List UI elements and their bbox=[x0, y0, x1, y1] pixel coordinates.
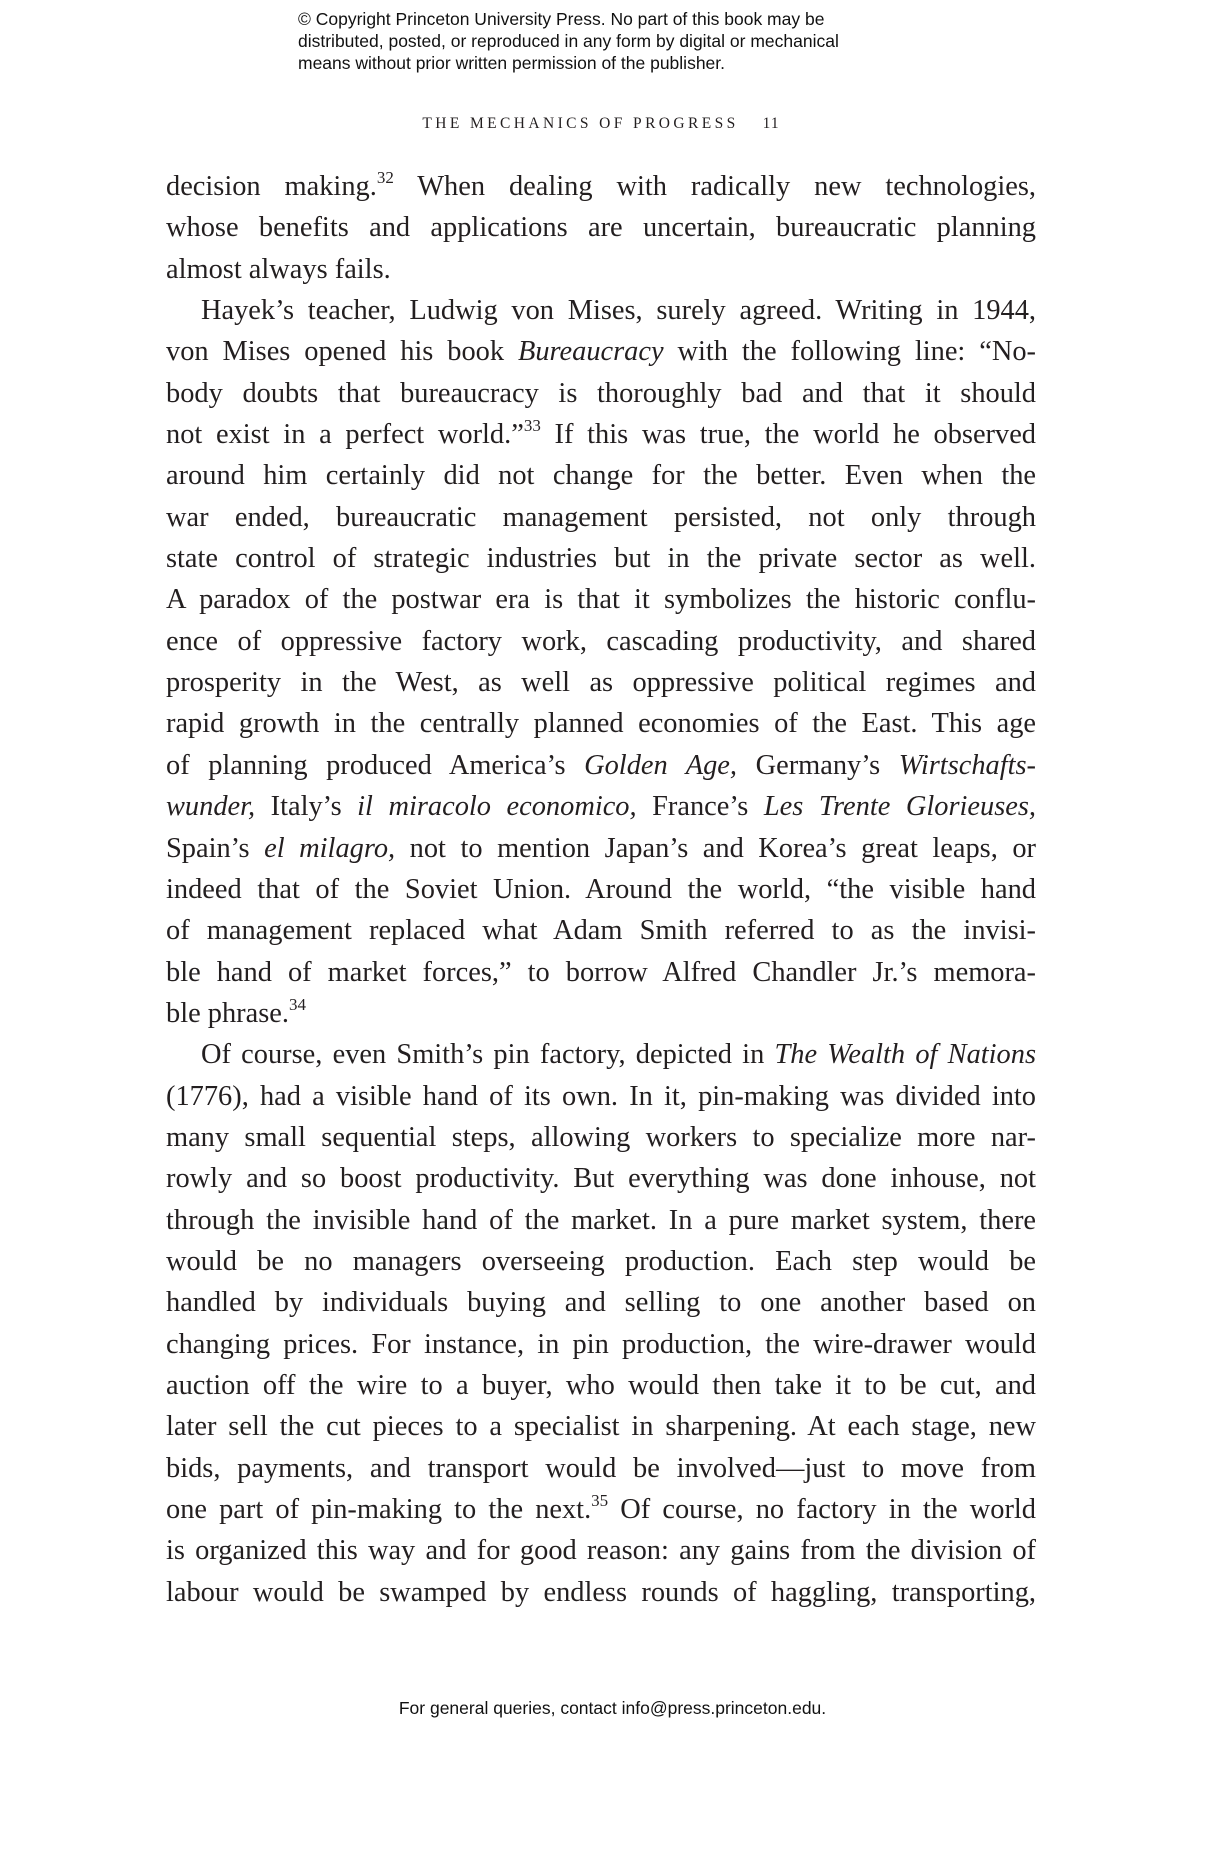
text-line: whose benefits and applications are uncertain, bureaucratic planning bbox=[166, 212, 1036, 244]
page-number: 11 bbox=[762, 115, 780, 132]
text-line: would be no managers overseeing production. Each step would be bbox=[166, 1245, 1036, 1277]
text-line: Hayek’s teacher, Ludwig von Mises, surely agreed. Writing in 1944, bbox=[201, 295, 1036, 327]
text-line: state control of strategic industries but in the private sector as well. bbox=[166, 543, 1036, 575]
text-line: decision making.$^{32}$ When dealing with radically new technologies, bbox=[166, 168, 1036, 202]
footer-contact: For general queries, contact info@press.princeton.edu. bbox=[398, 1698, 827, 1718]
copyright-notice bbox=[298, 8, 938, 74]
text-line: not exist in a perfect world.”$^{33}$ If this was true, the world he observed bbox=[166, 416, 1036, 451]
footnote-ref: 33 bbox=[523, 416, 541, 436]
text-line: Spain’s el milagro, not to mention Japan’s and Korea’s great leaps, or bbox=[166, 832, 1037, 864]
copyright-line: © Copyright Princeton University Press. No part of this book may be bbox=[298, 9, 825, 29]
text-line: of management replaced what Adam Smith referred to as the invisi- bbox=[166, 915, 1036, 947]
footnote-ref: 34 bbox=[288, 994, 306, 1014]
text-line: changing prices. For instance, in pin production, the wire-drawer would bbox=[166, 1328, 1036, 1360]
text-line: ble hand of market forces,” to borrow Alfred Chandler Jr.’s memora- bbox=[166, 956, 1036, 988]
text-line: rapid growth in the centrally planned economies of the East. This age bbox=[166, 708, 1036, 740]
text-line: later sell the cut pieces to a specialist in sharpening. At each stage, new bbox=[166, 1411, 1036, 1443]
text-line: Of course, even Smith’s pin factory, depicted in The Wealth of Nations bbox=[201, 1039, 1036, 1071]
text-line: war ended, bureaucratic management persisted, not only through bbox=[166, 501, 1036, 533]
text-line: many small sequential steps, allowing workers to specialize more nar- bbox=[166, 1121, 1036, 1153]
text-line: von Mises opened his book Bureaucracy with the following line: “No- bbox=[166, 336, 1036, 368]
text-line: ble phrase.$^{34}$ bbox=[166, 994, 306, 1029]
copyright-line: means without prior written permission of the publisher. bbox=[298, 53, 726, 73]
text-line: prosperity in the West, as well as oppressive political regimes and bbox=[166, 667, 1036, 699]
text-line: ence of oppressive factory work, cascading productivity, and shared bbox=[166, 625, 1036, 657]
text-line: labour would be swamped by endless rounds of haggling, transporting, bbox=[166, 1576, 1036, 1608]
text-line: wunder, Italy’s il miracolo economico, France’s Les Trente Glorieuses, bbox=[166, 791, 1036, 823]
text-line: almost always fails. bbox=[166, 253, 391, 285]
text-line: (1776), had a visible hand of its own. In it, pin-making was divided into bbox=[166, 1080, 1036, 1112]
text-line: A paradox of the postwar era is that it symbolizes the historic conflu- bbox=[166, 584, 1036, 616]
footnote-ref: 35 bbox=[591, 1491, 609, 1510]
text-line: rowly and so boost productivity. But everything was done inhouse, not bbox=[166, 1163, 1036, 1195]
text-line: bids, payments, and transport would be involved—just to move from bbox=[166, 1452, 1036, 1484]
text-line: auction off the wire to a buyer, who would then take it to be cut, and bbox=[166, 1369, 1036, 1401]
text-line: one part of pin-making to the next.$^{35}$ Of course, no factory in the world bbox=[166, 1491, 1036, 1525]
footnote-ref: 32 bbox=[376, 168, 394, 187]
text-line: body doubts that bureaucracy is thoroughly bad and that it should bbox=[166, 377, 1036, 409]
copyright-line: distributed, posted, or reproduced in any form by digital or mechanical bbox=[298, 31, 839, 51]
running-head-title: THE MECHANICS OF PROGRESS bbox=[422, 115, 739, 132]
running-head bbox=[166, 115, 1036, 133]
text-line: of planning produced America’s Golden Age, Germany’s Wirtschafts- bbox=[166, 749, 1037, 781]
text-line: around him certainly did not change for the better. Even when the bbox=[166, 460, 1036, 492]
text-line: indeed that of the Soviet Union. Around the world, “the visible hand bbox=[166, 873, 1036, 905]
text-line: handled by individuals buying and selling to one another based on bbox=[166, 1287, 1036, 1319]
text-line: through the invisible hand of the market. In a pure market system, there bbox=[166, 1204, 1036, 1236]
text-line: is organized this way and for good reason: any gains from the division of bbox=[166, 1535, 1036, 1567]
body-text bbox=[166, 166, 1036, 1613]
